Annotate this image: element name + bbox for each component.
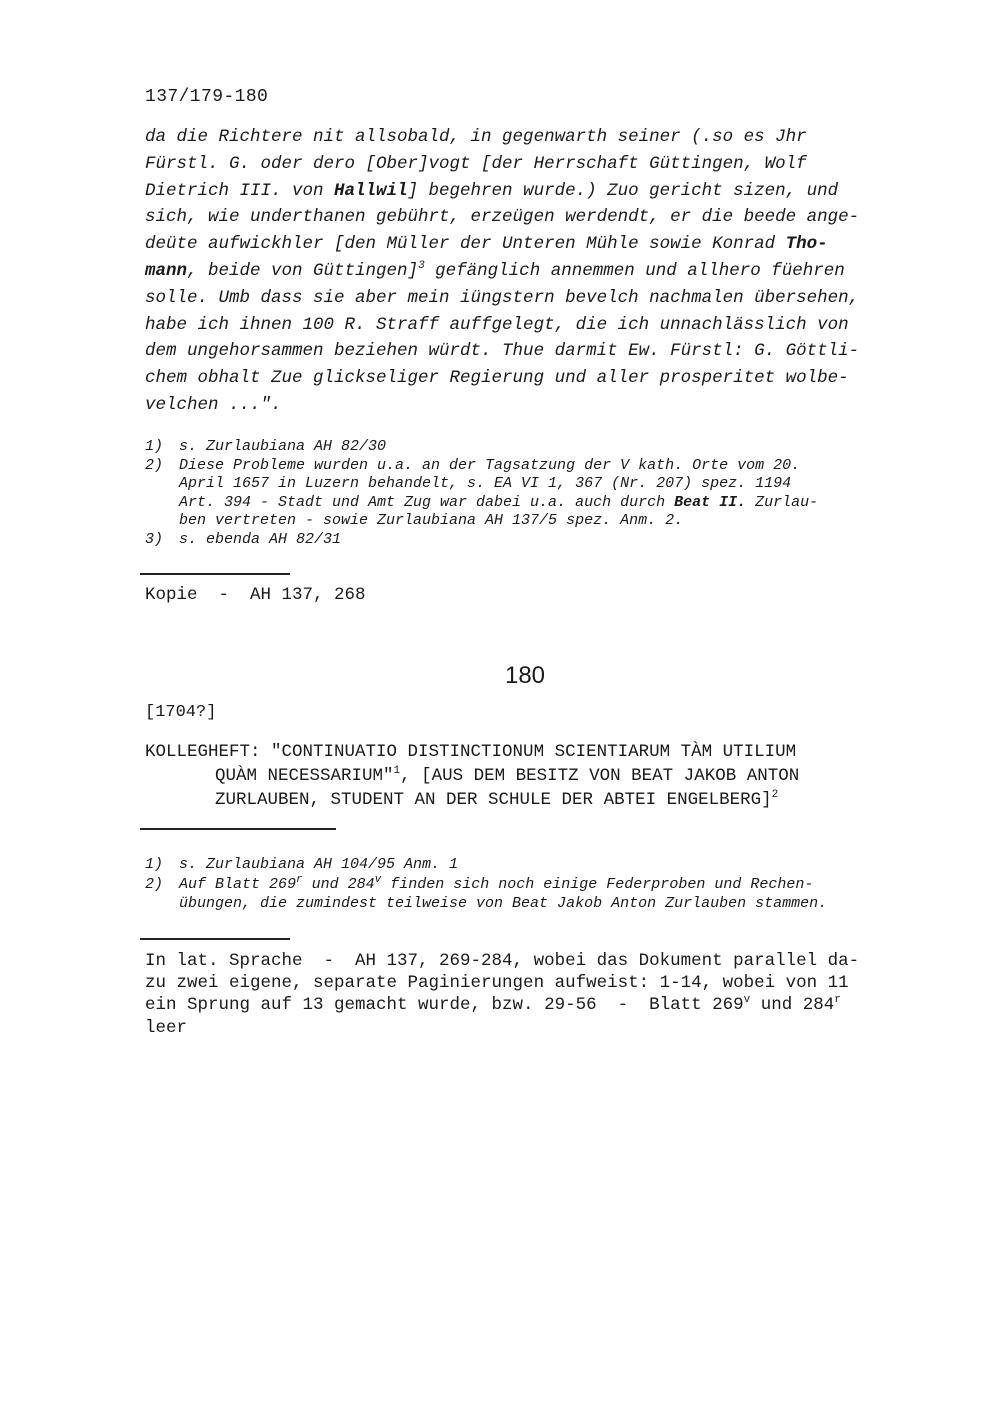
footnote-divider	[140, 573, 290, 575]
footnote: 2) Diese Probleme wurden u.a. an der Tagsatzung der V kath. Orte vom 20.	[145, 456, 801, 474]
quote-line: da die Richtere nit allsobald, in gegenwarth seiner (.so es Jhr	[145, 127, 807, 147]
source-description	[145, 950, 935, 1039]
quote-line: habe ich ihnen 100 R. Straff auffgelegt, die ich unnachlässlich von	[145, 314, 849, 335]
title-divider	[140, 828, 336, 830]
footnote-continuation: Art. 394 - Stadt und Amt Zug war dabei u.a. auch durch Beat II. Zurlau-	[179, 493, 819, 511]
quote-line: dem ungehorsammen beziehen würdt. Thue darmit Ew. Fürstl: G. Göttli-	[145, 341, 860, 362]
quote-line: Fürstl. G. oder dero [Ober]vogt [der Herrschaft Güttingen, Wolf	[145, 153, 807, 174]
quote-line: mann, beide von Güttingen]$^3$ gefänglich annemmen und allhero füehren	[145, 260, 845, 281]
source-line: zu zwei eigene, separate Paginierungen aufweist: 1-14, wobei von 11	[145, 973, 849, 994]
footnote: 3) s. ebenda AH 82/31	[145, 530, 342, 548]
footnote-divider	[140, 938, 290, 940]
source-line: leer	[145, 1017, 188, 1038]
name-thomann-part1: Tho-	[785, 234, 828, 255]
source-note: Kopie - AH 137, 268	[145, 585, 366, 605]
page-reference: 137/179-180	[145, 87, 269, 107]
name-hallwil: Hallwil	[334, 180, 408, 201]
footnote-continuation: April 1657 in Luzern behandelt, s. EA VI 1, 367 (Nr. 207) spez. 1194	[179, 475, 792, 493]
quote-line: velchen ...".	[145, 394, 282, 415]
footnote-continuation: übungen, die zumindest teilweise von Beat Jakob Anton Zurlauben stammen.	[179, 895, 828, 913]
quoted-text	[145, 124, 915, 419]
document-date: [1704?]	[145, 703, 217, 722]
source-line: In lat. Sprache - AH 137, 269-284, wobei das Dokument parallel da-	[145, 951, 860, 971]
footnote-continuation: ben vertreten - sowie Zurlaubiana AH 137/5 spez. Anm. 2.	[179, 512, 684, 530]
quote-line: chem obhalt Zue glickseliger Regierung und aller prosperitet wolbe-	[145, 368, 849, 389]
footnote: 2) Auf Blatt 269$^r$ und 284$^v$ finden sich noch einige Federproben und Rechen-	[145, 873, 814, 893]
title-line: ZURLAUBEN, STUDENT AN DER SCHULE DER ABTEI ENGELBERG]$^2$	[215, 789, 779, 810]
name-thomann-part2: mann	[145, 260, 188, 281]
quote-line: sich, wie underthanen gebührt, erzeügen werdendt, er die beede ange-	[145, 207, 860, 228]
footnotes-179	[145, 438, 925, 550]
document-title	[145, 740, 935, 812]
name-beat-ii: Beat II.	[674, 493, 747, 511]
quote-line: deüte aufwickhler [den Müller der Unteren Mühle sowie Konrad Tho-	[145, 234, 828, 255]
quote-line: Dietrich III. von Hallwil] begehren wurde.) Zuo gericht sizen, und	[145, 180, 839, 201]
footnote-marker: 3	[418, 260, 425, 273]
document-number: 180	[504, 662, 546, 689]
source-line: ein Sprung auf 13 gemacht wurde, bzw. 29-56 - Blatt 269$^v$ und 284$^r$	[145, 994, 841, 1016]
footnotes-180	[145, 855, 935, 914]
quote-line: solle. Umb dass sie aber mein iüngstern bevelch nachmalen übersehen,	[145, 287, 860, 308]
title-line: KOLLEGHEFT: "CONTINUATIO DISTINCTIONUM SCIENTIARUM TÀM UTILIUM	[145, 742, 797, 762]
footnote: 1) s. Zurlaubiana AH 104/95 Anm. 1	[145, 856, 459, 873]
title-line: QUÀM NECESSARIUM"$^1$, [AUS DEM BESITZ VON BEAT JAKOB ANTON	[215, 765, 800, 786]
footnote: 1) s. Zurlaubiana AH 82/30	[145, 438, 387, 455]
